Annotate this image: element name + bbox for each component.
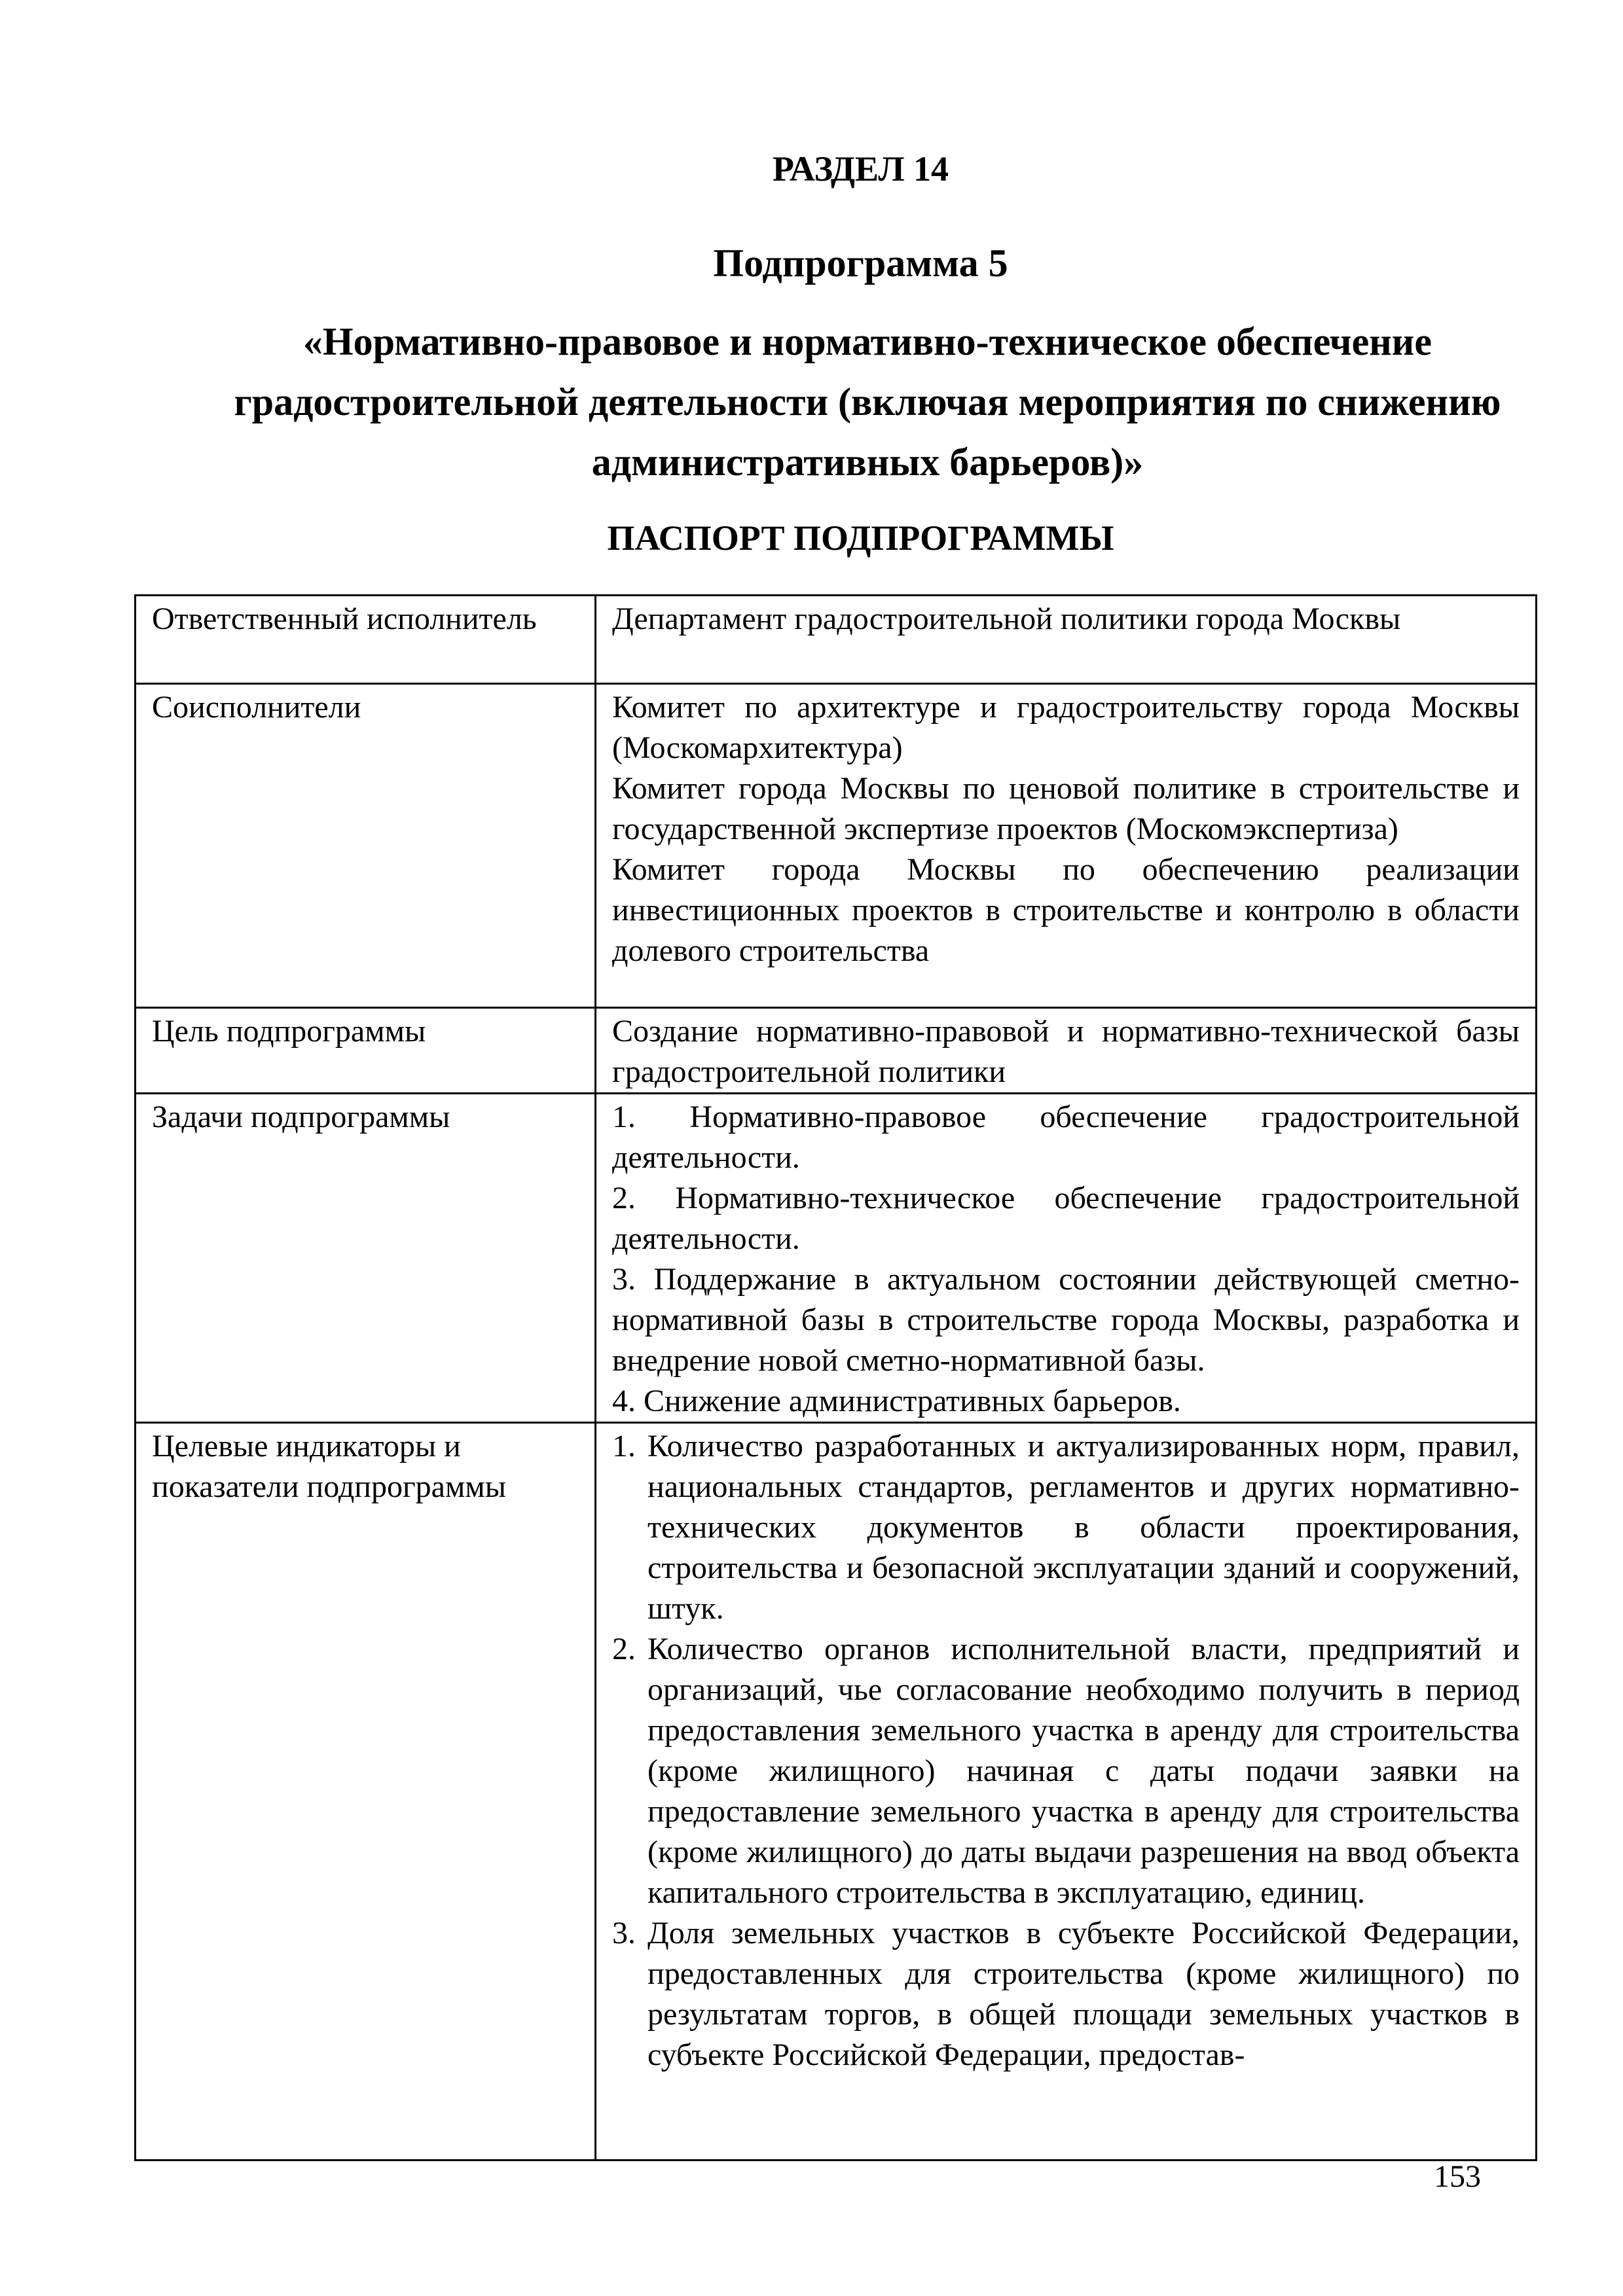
passport-heading: ПАСПОРТ ПОДПРОГРАММЫ — [607, 518, 1114, 558]
row-label: Цель подпрограммы — [136, 1008, 596, 1094]
table-row — [136, 1008, 1537, 1094]
indicator-text: Доля земельных участков в субъекте Российской Федерации, предоставленных для строительства (кроме жилищного) по результатам торгов, в общей площади земельных участков в субъекте Российской Федерации, предостав- — [647, 1916, 1520, 2072]
row-label: Соисполнители — [136, 684, 596, 1008]
indicator-number: 2. — [612, 1632, 636, 1666]
indicator-number: 3. — [612, 1916, 636, 1950]
indicator-item — [612, 1913, 1520, 2075]
task-item: 1. Нормативно-правовое обеспечение градостроительной деятельности. — [612, 1100, 1520, 1175]
row-value — [596, 684, 1537, 1008]
row-label: Задачи подпрограммы — [136, 1094, 596, 1423]
row-value — [596, 1008, 1537, 1094]
passport-table — [134, 594, 1537, 2161]
value-paragraph: Комитет по архитектуре и градостроительству города Москвы (Москомархитектура) — [612, 690, 1520, 765]
value-paragraph: Создание нормативно-правовой и нормативно-технической базы градостроительной политики — [612, 1014, 1520, 1089]
value-paragraph: Комитет города Москвы по обеспечению реализации инвестиционных проектов в строительстве и контролю в области долевого строительства — [612, 852, 1520, 968]
page-number: 153 — [1434, 2159, 1481, 2194]
value-paragraph: Комитет города Москвы по ценовой политике в строительстве и государственной экспертизе проектов (Москомэкспертиза) — [612, 771, 1520, 846]
row-value — [596, 1423, 1537, 2161]
indicator-text: Количество органов исполнительной власти, предприятий и организаций, чье согласование необходимо получить в период предоставления земельного участка в аренду для строительства (кроме жилищного) начиная с даты подачи заявки на предоставление земельного участка в аренду для строительства (кроме жилищного) до даты выдачи разрешения на ввод объекта капитального строительства в эксплуатацию, единиц. — [647, 1632, 1520, 1910]
table-row — [136, 684, 1537, 1008]
section-heading: РАЗДЕЛ 14 — [772, 149, 949, 188]
indicator-number: 1. — [612, 1429, 636, 1463]
indicator-list — [612, 1426, 1520, 2075]
task-item: 3. Поддержание в актуальном состоянии действующей сметно-нормативной базы в строительстве города Москвы, разработка и внедрение новой сметно-нормативной базы. — [612, 1262, 1520, 1378]
subprogram-heading: Подпрограмма 5 — [713, 242, 1008, 285]
row-value — [596, 596, 1537, 684]
row-value — [596, 1094, 1537, 1423]
task-item: 4. Снижение административных барьеров. — [612, 1384, 1181, 1418]
row-label: Ответственный исполнитель — [136, 596, 596, 684]
value-paragraph: Департамент градостроительной политики города Москвы — [612, 601, 1401, 636]
subprogram-title: «Нормативно-правовое и нормативно-техническое обеспечение градостроительной деятельности (включая мероприятия по снижению административных барьеров)» — [234, 320, 1501, 484]
table-row — [136, 596, 1537, 684]
row-label: Целевые индикаторы и показатели подпрограммы — [136, 1423, 596, 2161]
task-item: 2. Нормативно-техническое обеспечение градостроительной деятельности. — [612, 1181, 1520, 1256]
table-row — [136, 1094, 1537, 1423]
indicator-item — [612, 1629, 1520, 1913]
table-row — [136, 1423, 1537, 2161]
indicator-text: Количество разработанных и актуализированных норм, правил, национальных стандартов, регламентов и других нормативно-технических документов в области проектирования, строительства и безопасной эксплуатации зданий и сооружений, штук. — [647, 1429, 1520, 1626]
indicator-item — [612, 1426, 1520, 1629]
